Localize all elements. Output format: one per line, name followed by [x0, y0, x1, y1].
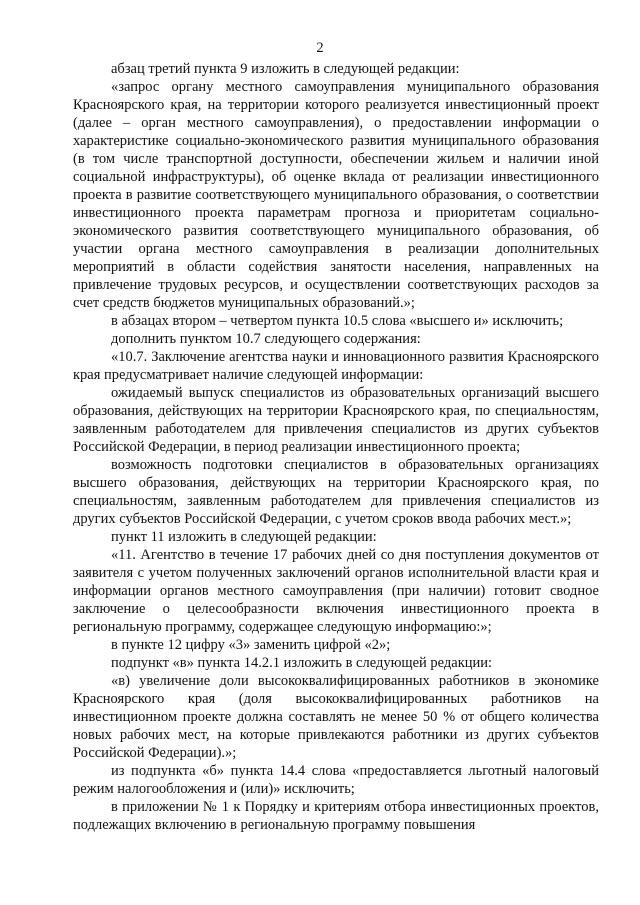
paragraph-14: в приложении № 1 к Порядку и критериям отбора инвестиционных проектов, подлежащих включению в региональную программу повышения — [73, 799, 599, 833]
paragraph-13: из подпункта «б» пункта 14.4 слова «предоставляется льготный налоговый режим налогообложения и (или)» исключить; — [73, 763, 599, 797]
paragraph-6: ожидаемый выпуск специалистов из образовательных организаций высшего образования, действующих на территории Красноярского края, по специальностям, заявленным работодателем для привлечения специалистов из других субъектов Российской Федерации, в период реализации инвестиционного проекта; — [73, 385, 599, 455]
paragraph-3: в абзацах втором – четвертом пункта 10.5 слова «высшего и» исключить; — [111, 313, 564, 329]
paragraph-1: абзац третий пункта 9 изложить в следующей редакции: — [111, 61, 460, 77]
page-number: 2 — [316, 40, 324, 56]
paragraph-9: «11. Агентство в течение 17 рабочих дней со дня поступления документов от заявителя с учетом полученных заключений органов исполнительной власти края и информации органов местного самоуправления (при наличии) готовит сводное заключение о целесообразности включения инвестиционного проекта в региональную программу, содержащее следующую информацию:»; — [73, 547, 599, 635]
paragraph-8: пункт 11 изложить в следующей редакции: — [111, 529, 377, 545]
paragraph-2: «запрос органу местного самоуправления муниципального образования Красноярского края, на территории которого реализуется инвестиционный проект (далее – орган местного самоуправления), о предоставлении информации о характеристике социально-экономического развития муниципального образования (в том числе транспортной доступности, обеспечении жильем и наличии иной социальной инфраструктуры), об оценке вклада от реализации инвестиционного проекта в развитие соответствующего муниципального образования, о соответствии инвестиционного проекта параметрам прогноза и приоритетам социально-экономического развития соответствующего муниципального образования, об участии органа местного самоуправления в реализации дополнительных мероприятий в области содействия занятости населения, направленных на привлечение трудовых ресурсов, и осуществлении соответствующих расходов за счет средств бюджетов муниципальных образований.»; — [73, 79, 599, 311]
paragraph-4: дополнить пунктом 10.7 следующего содержания: — [111, 331, 421, 347]
paragraph-7: возможность подготовки специалистов в образовательных организациях высшего образования, действующих на территории Красноярского края, по специальностям, заявленным работодателем для привлечения специалистов из других субъектов Российской Федерации, с учетом сроков ввода рабочих мест.»; — [73, 457, 599, 527]
paragraph-11: подпункт «в» пункта 14.2.1 изложить в следующей редакции: — [111, 655, 493, 671]
paragraph-12: «в) увеличение доли высококвалифицированных работников в экономике Красноярского края (доля высококвалифицированных работников на инвестиционном проекте должна составлять не менее 50 % от общего количества новых рабочих мест, на которые привлекаются работники из других субъектов Российской Федерации).»; — [73, 673, 599, 761]
paragraph-5: «10.7. Заключение агентства науки и инновационного развития Красноярского края предусматривает наличие следующей информации: — [73, 349, 599, 383]
paragraph-10: в пункте 12 цифру «3» заменить цифрой «2»; — [111, 637, 391, 653]
document-body — [73, 60, 599, 834]
